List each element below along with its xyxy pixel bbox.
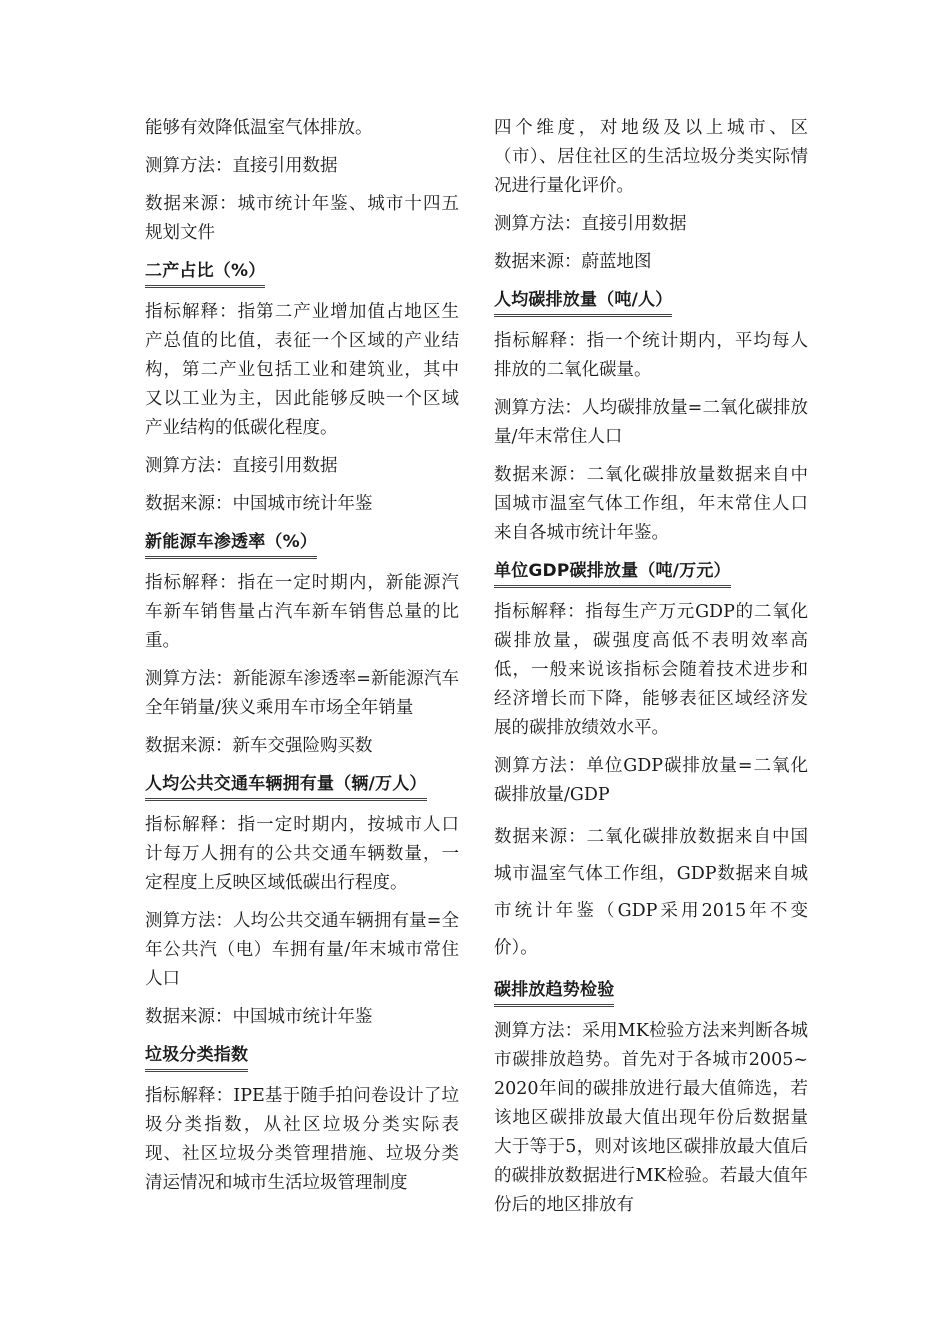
paragraph: 测算方法：直接引用数据 — [145, 156, 338, 176]
section-heading-per-capita-emissions: 人均碳排放量（吨/人） — [494, 288, 672, 317]
paragraph: 指标解释：指在一定时期内，新能源汽车新车销售量占汽车新车销售总量的比重。 — [145, 573, 459, 651]
right-column — [494, 114, 808, 1229]
section-heading-emission-trend-test: 碳排放趋势检验 — [494, 978, 614, 1007]
paragraph: 指标解释：指每生产万元GDP的二氧化碳排放量，碳强度高低不表明效率高低，一般来说该指标会随着技术进步和经济增长而下降，能够表征区域经济发展的碳排放绩效水平。 — [494, 602, 808, 738]
paragraph: 测算方法：人均公共交通车辆拥有量=全年公共汽（电）车拥有量/年末城市常住人口 — [145, 911, 459, 989]
paragraph: 测算方法：人均碳排放量=二氧化碳排放量/年末常住人口 — [494, 398, 808, 447]
paragraph: 测算方法：直接引用数据 — [145, 456, 338, 476]
paragraph: 数据来源：二氧化碳排放量数据来自中国城市温室气体工作组，年末常住人口来自各城市统计年鉴。 — [494, 465, 808, 543]
paragraph: 测算方法：新能源车渗透率=新能源汽车全年销量/狭义乘用车市场全年销量 — [145, 669, 459, 718]
paragraph: 数据来源：新车交强险购买数 — [145, 736, 373, 756]
paragraph: 能够有效降低温室气体排放。 — [145, 118, 373, 138]
paragraph: 数据来源：二氧化碳排放数据来自中国城市温室气体工作组，GDP数据来自城市统计年鉴（GDP采用2015年不变价）。 — [494, 827, 808, 958]
paragraph: 数据来源：中国城市统计年鉴 — [145, 494, 373, 514]
section-heading-secondary-industry-share: 二产占比（%） — [145, 259, 265, 288]
paragraph: 四个维度，对地级及以上城市、区（市）、居住社区的生活垃圾分类实际情况进行量化评价。 — [494, 118, 808, 196]
paragraph: 数据来源：城市统计年鉴、城市十四五规划文件 — [145, 194, 459, 243]
paragraph: 指标解释：指一个统计期内，平均每人排放的二氧化碳量。 — [494, 331, 808, 380]
paragraph: 数据来源：蔚蓝地图 — [494, 252, 652, 272]
paragraph: 测算方法：单位GDP碳排放量=二氧化碳排放量/GDP — [494, 756, 808, 805]
paragraph: 指标解释：指一定时期内，按城市人口计每万人拥有的公共交通车辆数量，一定程度上反映区域低碳出行程度。 — [145, 815, 459, 893]
section-heading-waste-sorting-index: 垃圾分类指数 — [145, 1043, 248, 1072]
paragraph: 测算方法：直接引用数据 — [494, 214, 687, 234]
paragraph: 数据来源：中国城市统计年鉴 — [145, 1007, 373, 1027]
section-heading-public-transport-vehicles: 人均公共交通车辆拥有量（辆/万人） — [145, 772, 427, 801]
left-column — [145, 114, 459, 1207]
paragraph: 测算方法：采用MK检验方法来判断各城市碳排放趋势。首先对于各城市2005~2020年间的碳排放进行最大值筛选，若该地区碳排放最大值出现年份后数据量大于等于5，则对该地区碳排放最大值后的碳排放数据进行MK检验。若最大值年份后的地区排放有 — [494, 1021, 808, 1215]
paragraph: 指标解释：IPE基于随手拍问卷设计了垃圾分类指数，从社区垃圾分类实际表现、社区垃圾分类管理措施、垃圾分类清运情况和城市生活垃圾管理制度 — [145, 1086, 459, 1193]
paragraph: 指标解释：指第二产业增加值占地区生产总值的比值，表征一个区域的产业结构，第二产业包括工业和建筑业，其中又以工业为主，因此能够反映一个区域产业结构的低碳化程度。 — [145, 302, 459, 438]
section-heading-nev-penetration: 新能源车渗透率（%） — [145, 530, 317, 559]
section-heading-emissions-per-gdp: 单位GDP碳排放量（吨/万元） — [494, 559, 731, 588]
